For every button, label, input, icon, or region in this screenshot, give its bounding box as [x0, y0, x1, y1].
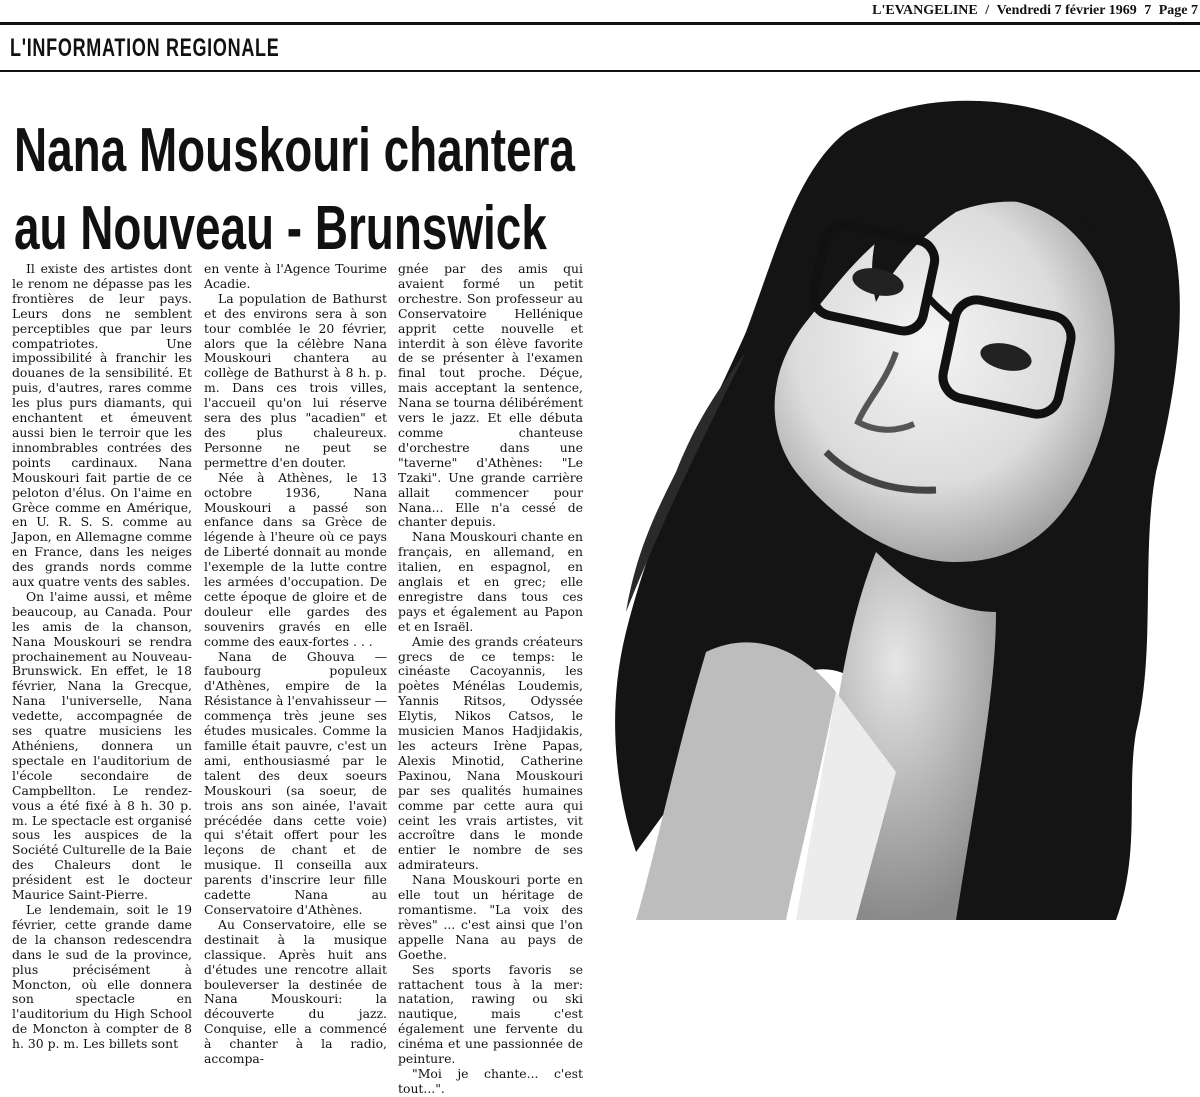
- section-rule: [0, 70, 1200, 72]
- paragraph: On l'aime aussi, et même beaucoup, au Canada. Pour les amis de la chanson, Nana Mouskouri se rendra prochainement au Nouveau-Brunswick. En effet, le 18 février, Nana la Grecque, Nana l'universelle, Nana vedette, accompagnée de ses quatre musiciens les Athéniens, donnera un spectale en l'auditorium de l'école secondaire de Campbellton. Le rendez-vous a été fixé à 8 h. 30 p. m. Le spectacle est organisé sous les auspices de la Société Culturelle de la Baie des Chaleurs dont le président est le docteur Maurice Saint-Pierre.: [12, 588, 192, 903]
- section-title: L'INFORMATION REGIONALE: [10, 34, 280, 62]
- paragraph: Née à Athènes, le 13 octobre 1936, Nana Mouskouri a passé son enfance dans sa Grèce de légende à l'heure où ce pays de Liberté donnait au monde l'exemple de la lutte contre les armées d'occupation. De cette époque de gloire et de douleur elle gardes des souvenirs gravés en elle comme des eaux-fortes . . .: [204, 469, 387, 649]
- article-column-1: [12, 262, 192, 1052]
- portrait-photo: [596, 92, 1200, 920]
- article-column-3: [398, 262, 583, 1097]
- masthead-separator: 7: [1144, 3, 1152, 18]
- paragraph: Nana de Ghouva — faubourg populeux d'Athènes, empire de la Résistance à l'envahisseur — commença très jeune ses études musicales. Comme la famille était pauvre, c'est un ami, enthousiasmé par le talent des deux soeurs Mouskouri (sa soeur, de trois ans son ainée, l'avait précédée dans cette voie) qui s'était offert pour les leçons de chant et de musique. Il conseilla aux parents d'inscrire leur fille cadette Nana au Conservatoire d'Athènes.: [204, 648, 387, 917]
- headline-line-2: au Nouveau - Brunswick: [14, 194, 547, 263]
- page-number: Page 7: [1158, 3, 1198, 18]
- masthead-line: [870, 3, 1200, 19]
- paragraph: gnée par des amis qui avaient formé un petit orchestre. Son professeur au Conservatoire Hellénique apprit cette nouvelle et interdit à son élève favorite de se présenter à l'examen final tout proche. Déçue, mais acceptant la sentence, Nana se tourna délibérément vers le jazz. Et elle débuta comme chanteuse d'orchestre dans une "taverne" d'Athènes: "Le Tzaki". Une grande carrière allait commencer pour Nana... Elle n'a cessé de chanter depuis.: [398, 261, 583, 530]
- top-rule: [0, 22, 1200, 25]
- paragraph: Le lendemain, soit le 19 février, cette grande dame de la chanson redescendra dans le sud de la province, plus précisément à Moncton, où elle donnera son spectacle en l'auditorium du High School de Moncton à compter de 8 h. 30 p. m. Les billets sont: [12, 901, 192, 1052]
- article-headline: [14, 112, 575, 268]
- paragraph: Au Conservatoire, elle se destinait à la musique classique. Après huit ans d'études une rencotre allait bouleverser la destinée de Nana Mouskouri: la découverte du jazz. Conquise, elle a commencé à chanter à la radio, accompa-: [204, 916, 387, 1067]
- paragraph: en vente à l'Agence Tourime Acadie.: [204, 261, 387, 291]
- paragraph: Il existe des artistes dont le renom ne dépasse pas les frontières de leur pays. Leurs dons ne semblent perceptibles que par leurs compatriotes. Une impossibilité à franchir les douanes de la sensibilité. Et puis, d'autres, rares comme les plus purs diamants, qui enchantent et émeuvent aussi bien le terroir que les innombrables contrées des points cardinaux. Nana Mouskouri fait partie de ce peloton d'élus. On l'aime en Grèce comme en Amérique, en U. R. S. S. comme au Japon, en Allemagne comme en France, dans les neiges des grands nords comme aux quatre vents des sables.: [12, 261, 192, 590]
- paragraph: Ses sports favoris se rattachent tous à la mer: natation, rawing ou ski nautique, mais c'est également une fervente du cinéma et une passionnée de peinture.: [398, 961, 583, 1067]
- paragraph: "Moi je chante... c'est tout...".: [398, 1065, 583, 1096]
- article-column-2: [204, 262, 387, 1067]
- headline-line-1: Nana Mouskouri chantera: [14, 116, 575, 185]
- masthead-separator: /: [985, 3, 990, 18]
- issue-date: Vendredi 7 février 1969: [996, 3, 1137, 18]
- paragraph: Nana Mouskouri chante en français, en allemand, en italien, en espagnol, en anglais et en grec; elle enregistre dans tous ces pays et également au Papon et en Israël.: [398, 529, 583, 634]
- paragraph: Nana Mouskouri porte en elle tout un héritage de romantisme. "La voix des rèves" ... c'est ainsi que l'on appelle Nana au pays de Goethe.: [398, 872, 583, 962]
- paragraph: La population de Bathurst et des environs sera à son tour comblée le 20 février, alors que la célèbre Nana Mouskouri chantera au collège de Bathurst à 8 h. p. m. Dans ces trois villes, l'accueil qu'on lui réserve sera des plus "acadien" et des plus chaleureux. Personne ne peut se permettre d'en douter.: [204, 290, 387, 470]
- paragraph: Amie des grands créateurs grecs de ce temps: le cinéaste Cacoyannis, les poètes Ménélas Loudemis, Yannis Ritsos, Odyssée Elytis, Nikos Catsos, le musicien Manos Hadjidakis, les acteurs Irène Papas, Alexis Minotid, Catherine Paxinou, Nana Mouskouri par ses qualités humaines comme par cette aura qui ceint les vrais artistes, vit accroître dans le monde entier le nombre de ses admirateurs.: [398, 633, 583, 873]
- newspaper-name: L'EVANGELINE: [872, 3, 978, 18]
- masthead: [0, 0, 1200, 22]
